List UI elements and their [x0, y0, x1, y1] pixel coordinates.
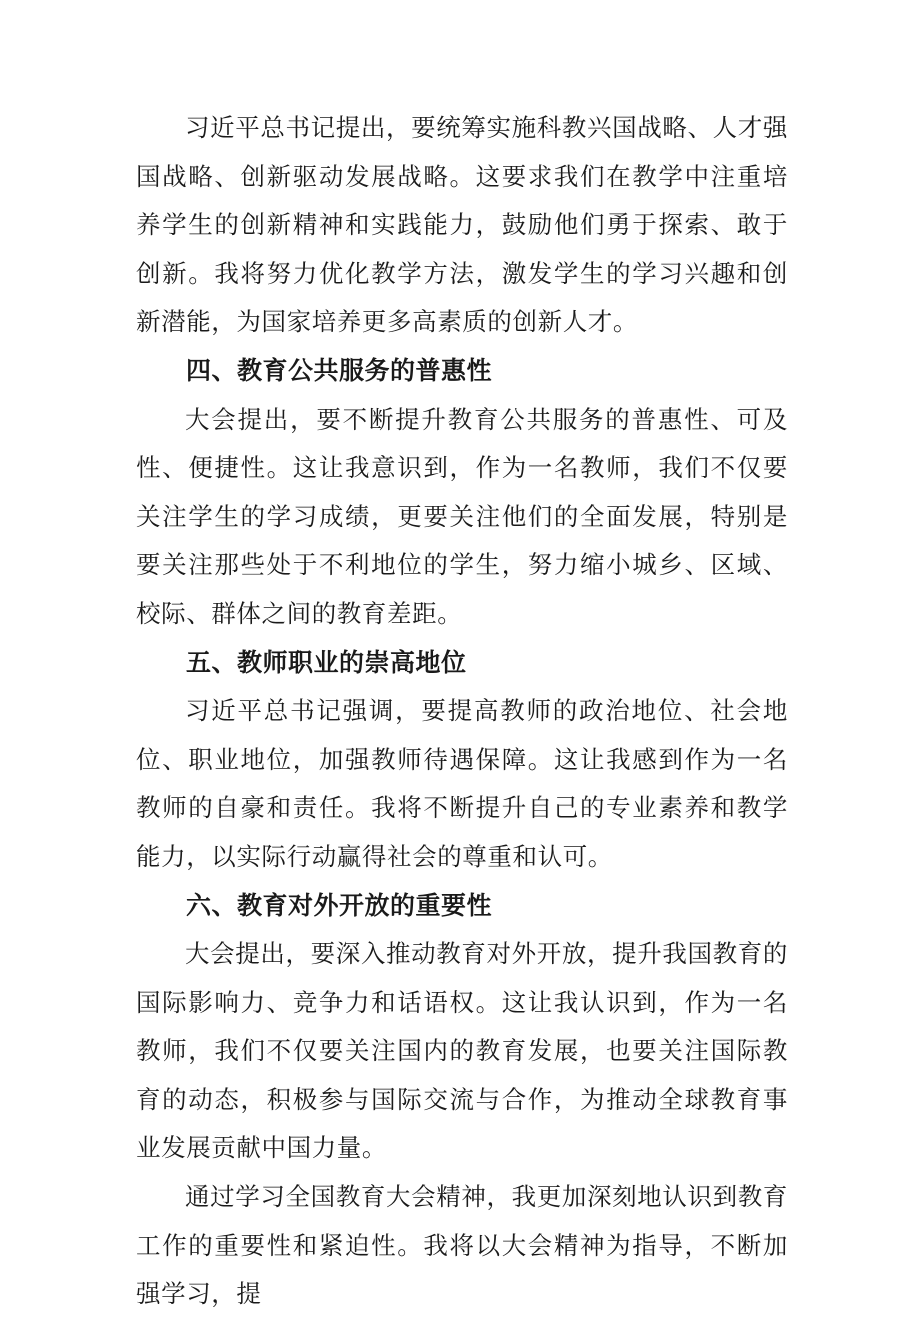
paragraph-teacher-status: 习近平总书记强调，要提高教师的政治地位、社会地位、职业地位，加强教师待遇保障。这让我感到作为一名教师的自豪和责任。我将不断提升自己的专业素养和教学能力，以实际行动赢得社会的尊重和认可。: [136, 696, 788, 871]
paragraph-conclusion: 通过学习全国教育大会精神，我更加深刻地认识到教育工作的重要性和紧迫性。我将以大会精神为指导，不断加强学习，提: [136, 1182, 788, 1309]
heading-public-service: 四、教育公共服务的普惠性: [186, 355, 493, 385]
heading-teacher-status: 五、教师职业的崇高地位: [186, 647, 467, 677]
heading-opening-up: 六、教育对外开放的重要性: [186, 890, 493, 920]
paragraph-public-service: 大会提出，要不断提升教育公共服务的普惠性、可及性、便捷性。这让我意识到，作为一名教师，我们不仅要关注学生的学习成绩，更要关注他们的全面发展，特别是要关注那些处于不利地位的学生，努力缩小城乡、区域、校际、群体之间的教育差距。: [136, 404, 788, 628]
paragraph-opening-up: 大会提出，要深入推动教育对外开放，提升我国教育的国际影响力、竞争力和话语权。这让我认识到，作为一名教师，我们不仅要关注国内的教育发展，也要关注国际教育的动态，积极参与国际交流与合作，为推动全球教育事业发展贡献中国力量。: [136, 939, 788, 1163]
paragraph-strategy: 习近平总书记提出，要统筹实施科教兴国战略、人才强国战略、创新驱动发展战略。这要求我们在教学中注重培养学生的创新精神和实践能力，鼓励他们勇于探索、敢于创新。我将努力优化教学方法，激发学生的学习兴趣和创新潜能，为国家培养更多高素质的创新人才。: [136, 113, 788, 337]
